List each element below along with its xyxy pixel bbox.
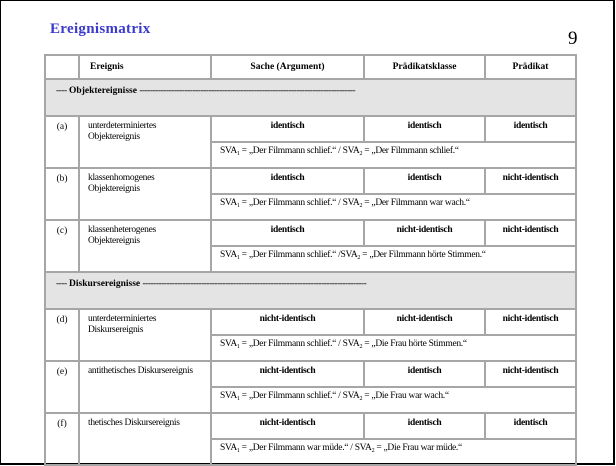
row-sva — [211, 246, 576, 272]
sva-label-1: SVA — [220, 146, 237, 156]
sva-value-2: „Der Filmmann hörte Stimmen.“ — [369, 250, 486, 260]
page-title: Ereignismatrix — [50, 21, 151, 37]
section-dash-suffix: --------------------------------------------------------------------------------- — [139, 86, 356, 96]
sva-value-2: „Die Frau hörte Stimmen.“ — [371, 339, 467, 349]
table-row — [45, 220, 576, 246]
row-id: (d) — [45, 309, 79, 361]
section-dash-prefix: ---- — [56, 86, 67, 96]
row-praedikatsklasse: identisch — [364, 168, 485, 194]
row-sache: nicht-identisch — [211, 361, 364, 387]
row-praedikat: identisch — [485, 413, 576, 439]
sva-value-2: „Die Frau war wach.“ — [371, 391, 449, 401]
sva-equals-2: = — [362, 146, 372, 156]
row-id: (e) — [45, 361, 79, 413]
sva-sub-2: 2 — [357, 255, 361, 261]
sva-equals-2: = — [362, 339, 372, 349]
row-sache: identisch — [211, 168, 364, 194]
sva-value-1: „Der Filmmann schlief.“ — [248, 339, 337, 349]
sva-value-2: „Der Filmmann war wach.“ — [371, 198, 470, 208]
sva-sub-2: 2 — [359, 151, 363, 157]
header-id — [45, 55, 79, 79]
row-sva — [211, 142, 576, 168]
sva-separator: / — [348, 443, 355, 453]
sva-value-1: „Der Filmmann schlief.“ — [248, 250, 337, 260]
section-label: Diskursereignisse — [69, 279, 141, 289]
sva-label-1: SVA — [220, 391, 237, 401]
row-praedikatsklasse: nicht-identisch — [364, 309, 485, 335]
sva-separator: / — [336, 339, 343, 349]
header-ereignis: Ereignis — [79, 55, 211, 79]
row-sva — [211, 439, 576, 465]
sva-sub-1: 1 — [236, 396, 240, 402]
sva-separator: / — [336, 198, 343, 208]
table-body — [45, 79, 576, 465]
sva-separator: / — [336, 391, 343, 401]
table-row — [45, 361, 576, 387]
page-number: 9 — [568, 28, 578, 49]
sva-equals-1: = — [239, 443, 249, 453]
sva-label-1: SVA — [220, 339, 237, 349]
row-sva — [211, 387, 576, 413]
sva-label-2: SVA — [354, 443, 372, 453]
table-row — [45, 168, 576, 194]
sva-separator: / — [336, 250, 341, 260]
row-sache: identisch — [211, 220, 364, 246]
row-ereignis: unterdeterminiertes Diskursereignis — [79, 309, 211, 361]
header-sache: Sache (Argument) — [211, 55, 364, 79]
sva-equals-2: = — [362, 198, 372, 208]
sva-label-1: SVA — [220, 250, 237, 260]
row-praedikat: identisch — [485, 116, 576, 142]
table-row — [45, 309, 576, 335]
row-sache: identisch — [211, 116, 364, 142]
sva-value-1: „Der Filmmann schlief.“ — [248, 391, 337, 401]
row-id: (c) — [45, 220, 79, 272]
row-praedikatsklasse: identisch — [364, 361, 485, 387]
sva-label-1: SVA — [220, 198, 237, 208]
sva-sub-1: 1 — [236, 344, 240, 350]
sva-value-2: „Der Filmmann schlief.“ — [371, 146, 459, 156]
section-dash-suffix: ------------------------------------------------------------------------------------ — [142, 279, 367, 289]
sva-sub-1: 1 — [236, 151, 240, 157]
sva-value-2: „Die Frau war müde.“ — [383, 443, 462, 453]
section-row — [45, 79, 576, 116]
row-id: (b) — [45, 168, 79, 220]
row-ereignis: unterdeterminiertes Objektereignis — [79, 116, 211, 168]
row-ereignis: thetisches Diskursereignis — [79, 413, 211, 465]
sva-label-2: SVA — [342, 146, 360, 156]
sva-label-2: SVA — [342, 339, 360, 349]
sva-sub-2: 2 — [359, 344, 363, 350]
sva-sub-1: 1 — [236, 255, 240, 261]
row-praedikat: nicht-identisch — [485, 309, 576, 335]
sva-equals-2: = — [360, 250, 370, 260]
header-praedikat: Prädikat — [485, 55, 576, 79]
row-praedikatsklasse: nicht-identisch — [364, 220, 485, 246]
sva-sub-1: 1 — [236, 203, 240, 209]
row-ereignis: klassenhomogenes Objektereignis — [79, 168, 211, 220]
sva-sub-2: 2 — [359, 203, 363, 209]
sva-equals-1: = — [239, 339, 249, 349]
row-sache: nicht-identisch — [211, 413, 364, 439]
row-sva — [211, 335, 576, 361]
section-dash-prefix: ---- — [56, 279, 67, 289]
sva-value-1: „Der Filmmann war müde.“ — [248, 443, 349, 453]
row-praedikat: nicht-identisch — [485, 220, 576, 246]
row-praedikatsklasse: identisch — [364, 413, 485, 439]
sva-equals-1: = — [239, 250, 249, 260]
sva-label-2: SVA — [342, 391, 360, 401]
table-row — [45, 116, 576, 142]
sva-value-1: „Der Filmmann schlief.“ — [248, 198, 337, 208]
section-label: Objektereignisse — [69, 86, 137, 96]
sva-equals-2: = — [374, 443, 384, 453]
sva-label-2: SVA — [340, 250, 358, 260]
sva-equals-1: = — [239, 146, 249, 156]
section-row — [45, 272, 576, 309]
row-id: (a) — [45, 116, 79, 168]
header-praedikatsklasse: Prädikatsklasse — [364, 55, 485, 79]
sva-equals-2: = — [362, 391, 372, 401]
header-row — [45, 55, 576, 79]
sva-separator: / — [336, 146, 343, 156]
sva-label-2: SVA — [342, 198, 360, 208]
row-praedikatsklasse: identisch — [364, 116, 485, 142]
section-header — [45, 79, 576, 116]
event-matrix-table — [44, 54, 577, 466]
sva-equals-1: = — [239, 391, 249, 401]
row-sva — [211, 194, 576, 220]
sva-value-1: „Der Filmmann schlief.“ — [248, 146, 337, 156]
row-ereignis: klassenheterogenes Objektereignis — [79, 220, 211, 272]
sva-sub-2: 2 — [359, 396, 363, 402]
sva-label-1: SVA — [220, 443, 237, 453]
row-sache: nicht-identisch — [211, 309, 364, 335]
sva-sub-2: 2 — [371, 448, 375, 454]
table-row — [45, 413, 576, 439]
row-praedikat: nicht-identisch — [485, 168, 576, 194]
row-praedikat: nicht-identisch — [485, 361, 576, 387]
sva-sub-1: 1 — [236, 448, 240, 454]
row-id: (f) — [45, 413, 79, 465]
sva-equals-1: = — [239, 198, 249, 208]
section-header — [45, 272, 576, 309]
row-ereignis: antithetisches Diskursereignis — [79, 361, 211, 413]
